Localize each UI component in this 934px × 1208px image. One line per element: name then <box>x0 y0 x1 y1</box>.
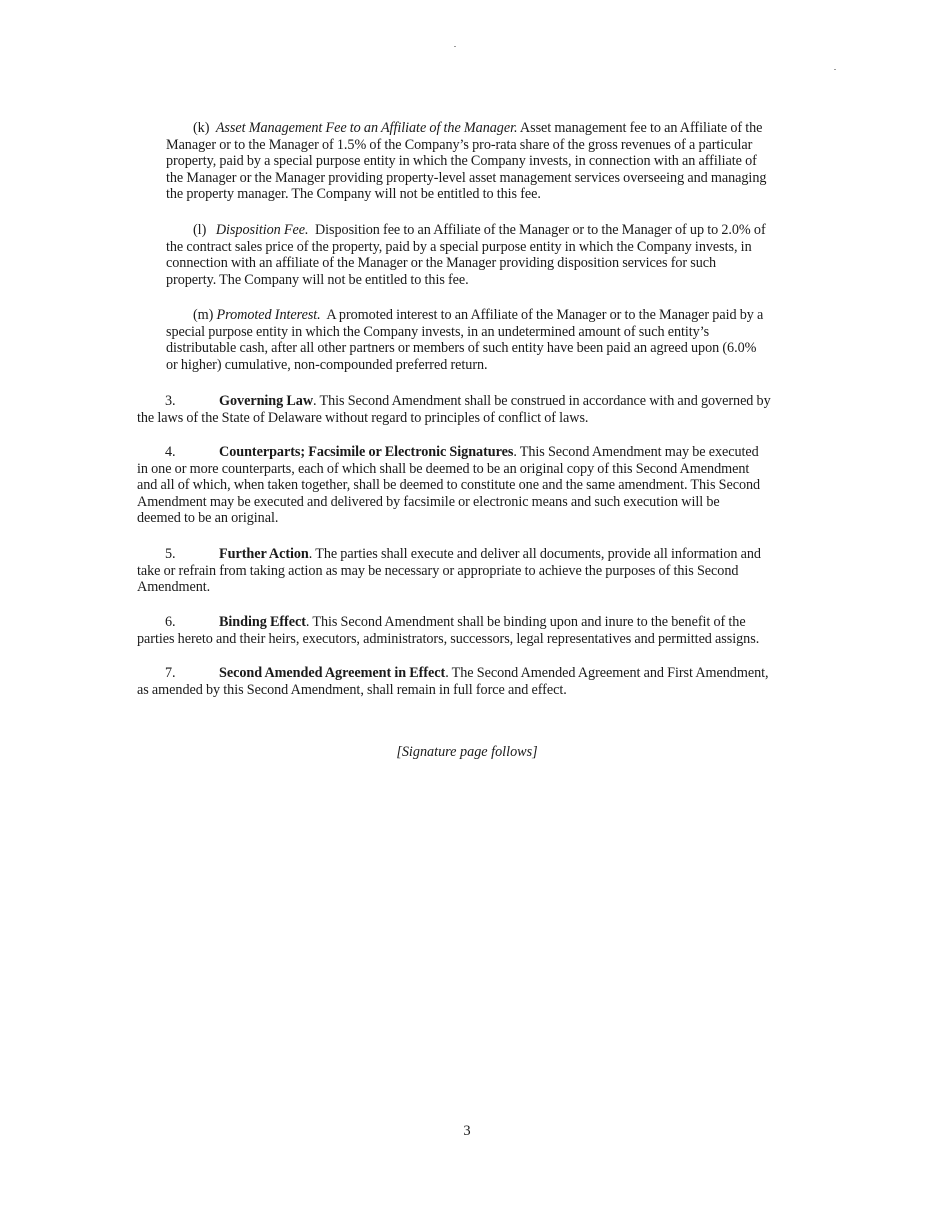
signature-page-note: [Signature page follows] <box>396 744 538 760</box>
section-7-agreement-in-effect <box>137 665 834 698</box>
scan-artifact <box>834 69 836 70</box>
section-6-binding-effect <box>137 614 834 647</box>
section-6-line-2: parties hereto and their heirs, executors, administrators, successors, legal representatives and permitted assigns. <box>137 630 760 647</box>
paragraph-l <box>166 222 834 288</box>
paragraph-m-line-4: or higher) cumulative, non-compounded preferred return. <box>166 356 488 373</box>
section-7-heading: Second Amended Agreement in Effect <box>219 665 446 681</box>
paragraph-l-line-1: (l) Disposition Fee. Disposition fee to an Affiliate of the Manager or to the Manager of up to 2.0% of <box>193 222 766 238</box>
section-5-line-1: 5. Further Action. The parties shall execute and deliver all documents, provide all information and <box>165 546 761 562</box>
paragraph-m-line-3: distributable cash, after all other partners or members of such entity have been paid an agreed upon (6.0% <box>166 340 757 356</box>
section-5-further-action <box>137 546 834 596</box>
section-5-number: 5. <box>165 546 176 562</box>
section-5-line-2: take or refrain from taking action as may be necessary or appropriate to achieve the purposes of this Second <box>137 562 739 579</box>
section-4-line-4: Amendment may be executed and delivered by facsimile or electronic means and such execution will be <box>137 493 720 510</box>
paragraph-k-line-1: (k) Asset Management Fee to an Affiliate of the Manager. Asset management fee to an Affiliate of the <box>193 120 763 136</box>
paragraph-l-line-3: connection with an affiliate of the Manager or the Manager providing disposition services for such <box>166 255 717 271</box>
paragraph-k-heading: Asset Management Fee to an Affiliate of the Manager. <box>215 120 518 136</box>
paragraph-m-line-1: (m) Promoted Interest. A promoted interest to an Affiliate of the Manager or to the Manager paid by a <box>193 307 764 323</box>
paragraph-k <box>166 120 834 203</box>
section-7-number: 7. <box>165 665 176 681</box>
paragraph-m-heading: Promoted Interest. <box>216 307 321 323</box>
paragraph-m-line-2: special purpose entity in which the Company invests, in an undetermined amount of such entity’s <box>166 323 710 340</box>
paragraph-l-line-2: the contract sales price of the property, paid by a special purpose entity in which the Company invests, in <box>166 238 752 255</box>
section-4-line-5: deemed to be an original. <box>137 510 279 526</box>
section-4-heading: Counterparts; Facsimile or Electronic Signatures <box>219 444 514 460</box>
section-7-line-2: as amended by this Second Amendment, shall remain in full force and effect. <box>137 681 567 698</box>
section-6-heading: Binding Effect <box>219 614 306 630</box>
paragraph-k-line-3: property, paid by a special purpose entity in which the Company invests, in connection with an affiliate of <box>166 153 757 169</box>
section-6-line-1: 6. Binding Effect. This Second Amendment shall be binding upon and inure to the benefit of the <box>165 614 746 630</box>
section-5-line-3: Amendment. <box>137 579 211 595</box>
section-4-line-2: in one or more counterparts, each of which shall be deemed to be an original copy of this Second Amendment <box>137 460 750 477</box>
section-3-line-1: 3. Governing Law. This Second Amendment shall be construed in accordance with and governed by <box>165 393 771 409</box>
section-4-line-3: and all of which, when taken together, shall be deemed to constitute one and the same amendment. This Second <box>137 477 761 493</box>
paragraph-l-marker: (l) <box>193 222 207 238</box>
section-3-heading: Governing Law <box>219 393 314 409</box>
paragraph-l-heading: Disposition Fee. <box>215 222 309 238</box>
page-number: 3 <box>463 1123 471 1139</box>
section-6-number: 6. <box>165 614 176 630</box>
section-4-counterparts <box>137 444 834 527</box>
paragraph-k-line-2: Manager or to the Manager of 1.5% of the Company’s pro-rata share of the gross revenues of a particular <box>166 136 753 153</box>
scan-artifact <box>454 46 456 47</box>
paragraph-k-line-5: the property manager. The Company will not be entitled to this fee. <box>166 186 541 202</box>
paragraph-k-marker: (k) <box>193 120 210 136</box>
paragraph-m-marker: (m) <box>193 307 214 323</box>
paragraph-m <box>166 307 834 373</box>
paragraph-k-line-4: the Manager or the Manager providing property-level asset management services overseeing and managing <box>166 169 767 186</box>
section-3-number: 3. <box>165 393 176 409</box>
section-3-line-2: the laws of the State of Delaware without regard to principles of conflict of laws. <box>137 409 589 426</box>
section-7-line-1: 7. Second Amended Agreement in Effect. The Second Amended Agreement and First Amendment, <box>165 665 769 681</box>
paragraph-l-line-4: property. The Company will not be entitled to this fee. <box>166 271 469 288</box>
section-4-line-1: 4. Counterparts; Facsimile or Electronic Signatures. This Second Amendment may be executed <box>165 444 759 460</box>
section-5-heading: Further Action <box>219 546 309 562</box>
section-3-governing-law <box>137 393 834 426</box>
section-4-number: 4. <box>165 444 176 460</box>
